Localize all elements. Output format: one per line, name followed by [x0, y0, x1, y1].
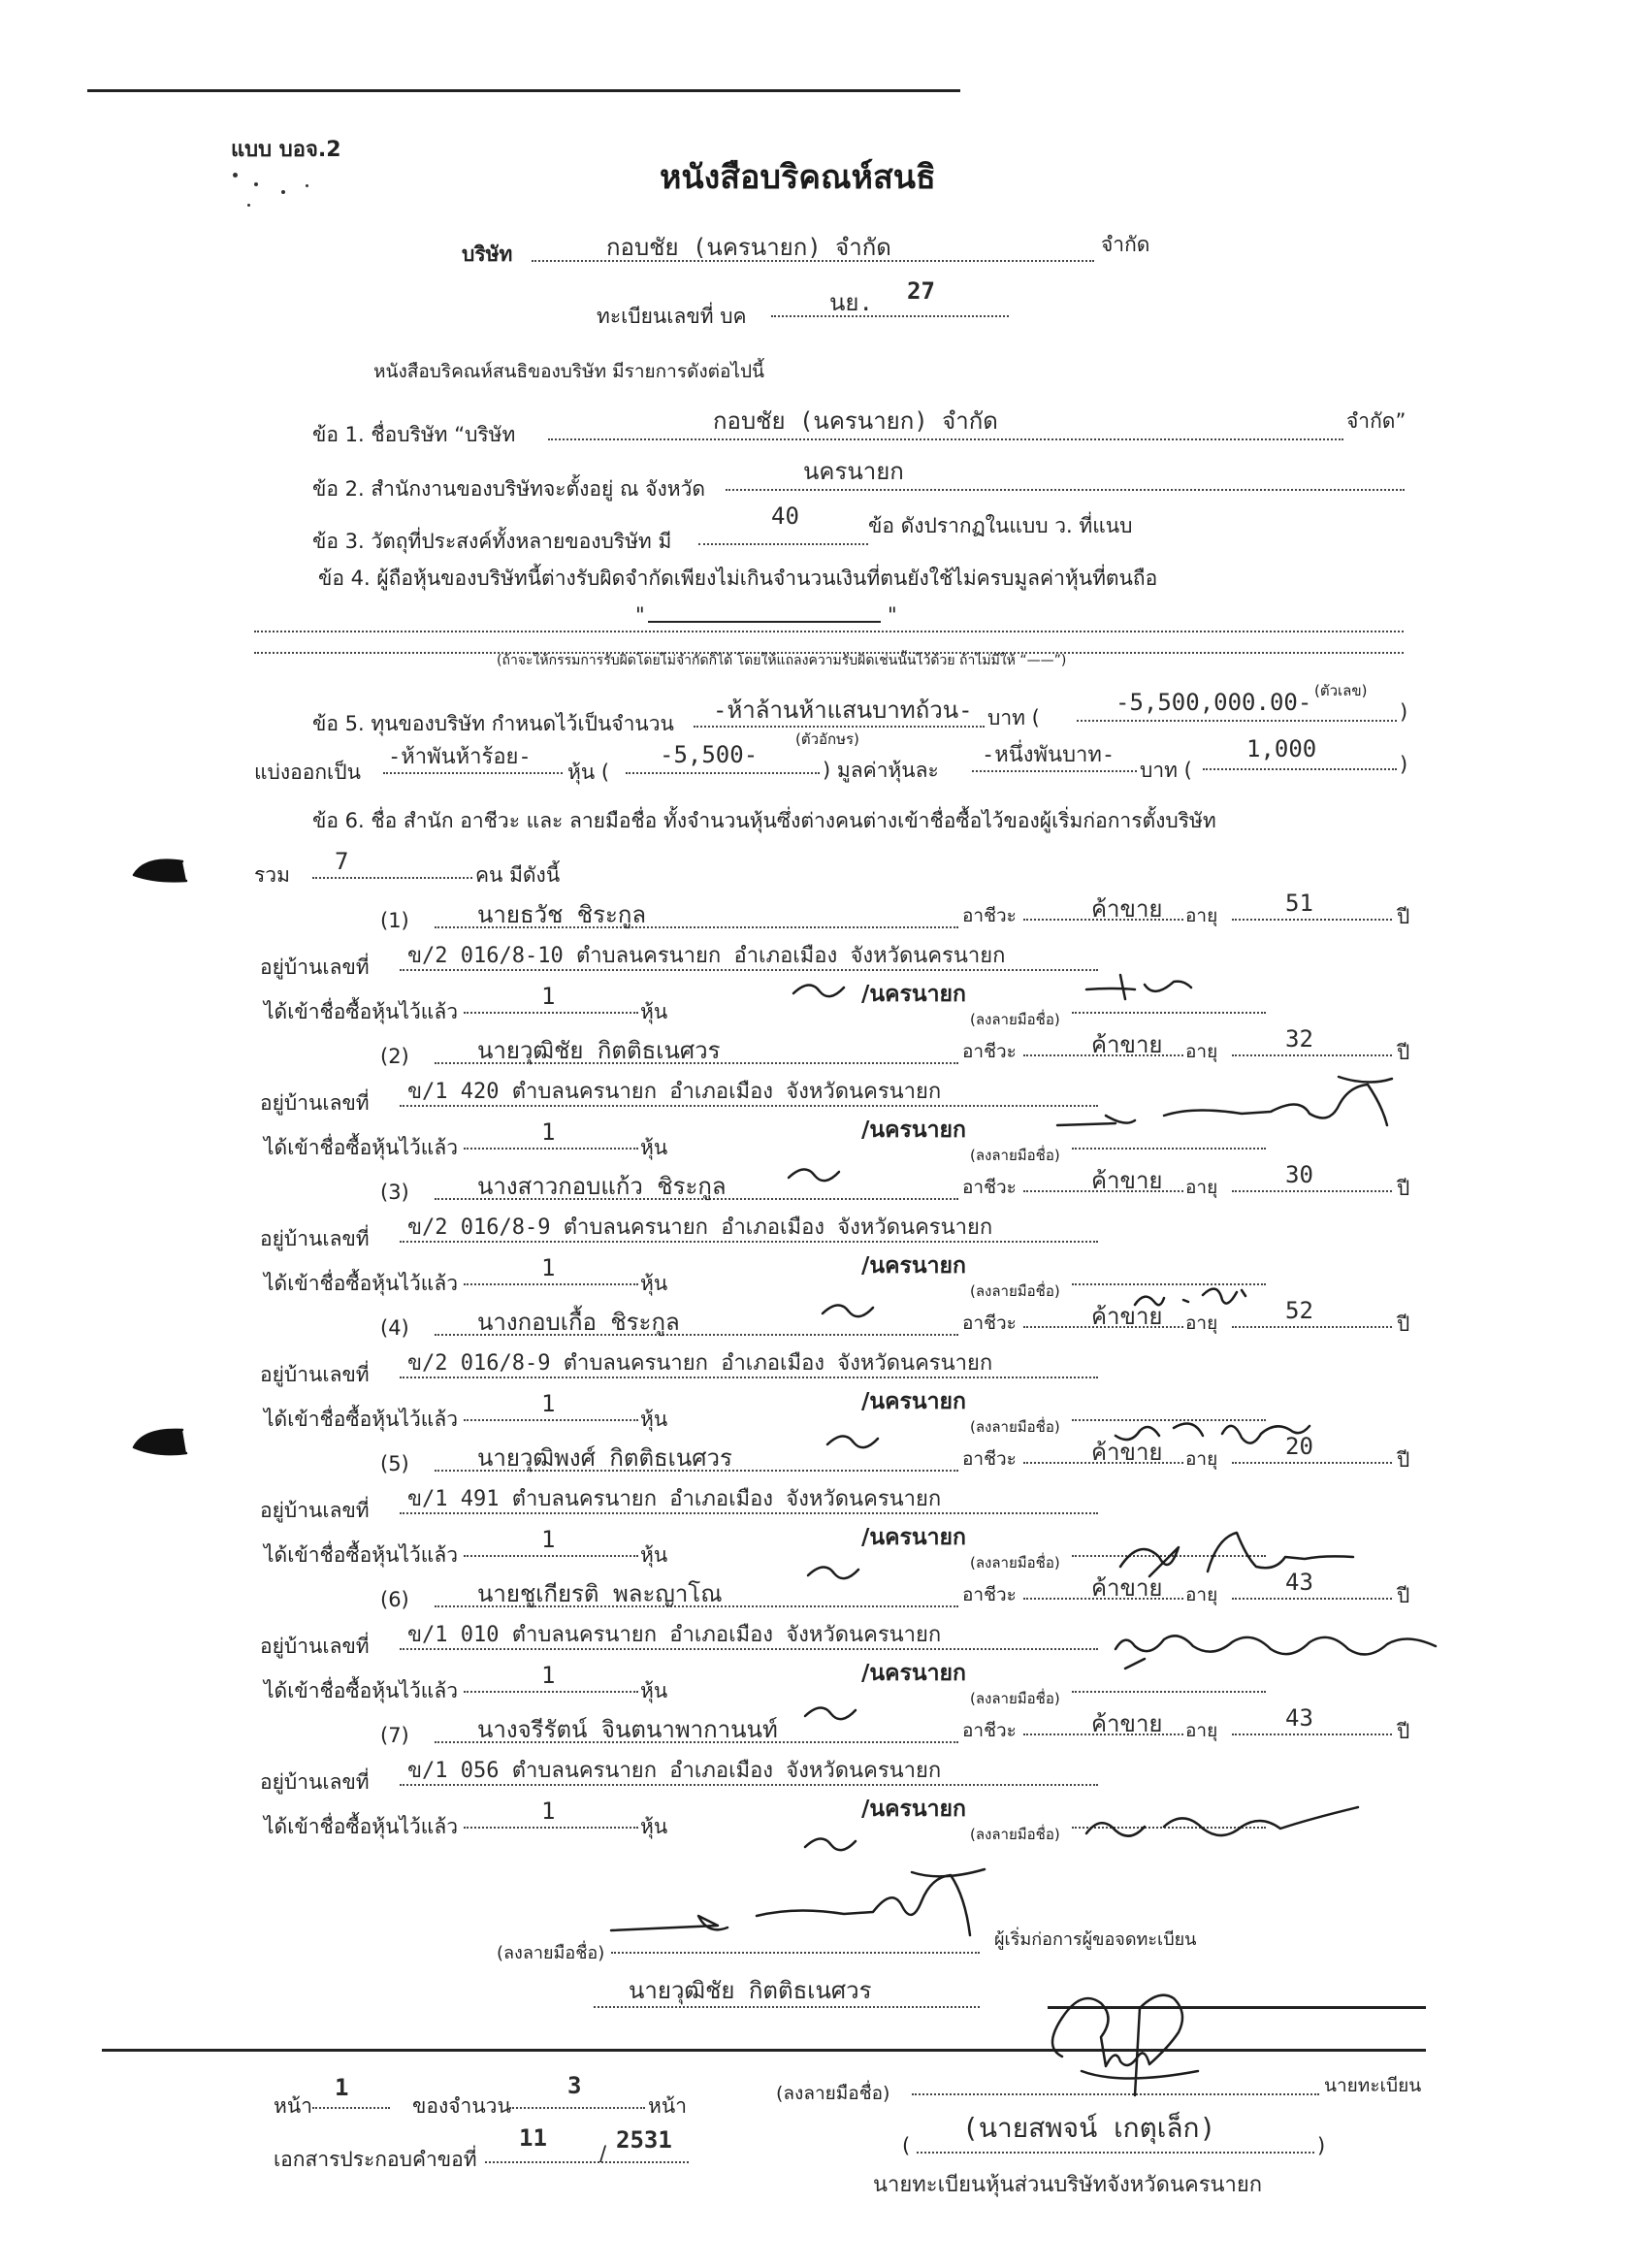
registrar-title: นายทะเบียนหุ้นส่วนบริษัทจังหวัดนครนายก: [873, 2173, 1263, 2197]
city-stamp: /นครนายก: [861, 1797, 966, 1822]
founder-shares: 1: [541, 983, 556, 1010]
house-label: อยู่บ้านเลขที่: [260, 1770, 370, 1794]
divided-label: แบ่งออกเป็น: [254, 761, 361, 784]
founder-number: (4): [380, 1316, 409, 1340]
sign-label: (ลงลายมือชื่อ): [970, 1554, 1060, 1571]
dotted-line: [464, 1555, 638, 1557]
page-total: 3: [567, 2072, 582, 2099]
doc-number: 11: [519, 2124, 547, 2152]
founder-1-signature: [1077, 960, 1271, 1014]
of-label: ของจำนวน: [412, 2094, 511, 2118]
share-unit: หุ้น: [640, 1815, 668, 1838]
dotted-line: [698, 543, 868, 545]
total-label: รวม: [254, 863, 290, 887]
sign-label: (ลงลายมือชื่อ): [970, 1011, 1060, 1028]
city-stamp: /นครนายก: [861, 1389, 966, 1414]
dotted-line: [254, 631, 1404, 632]
occupation-label: อาชีวะ: [962, 1720, 1017, 1741]
dotted-line: [1203, 768, 1397, 770]
founder-age: 32: [1285, 1025, 1313, 1053]
sign-label: (ลงลายมือชื่อ): [970, 1690, 1060, 1707]
total-value: 7: [335, 848, 349, 875]
initials-mark: [786, 970, 854, 1009]
registration-label: ทะเบียนเลขที่ บค: [597, 305, 747, 328]
shares-label: หุ้น (: [567, 761, 610, 784]
applicant-signature: [601, 1867, 1009, 1950]
capital-words: -ห้าล้านห้าแสนบาทถ้วน-: [713, 697, 973, 724]
house-label: อยู่บ้านเลขที่: [260, 1227, 370, 1250]
founder-occupation: ค้าขาย: [1091, 1439, 1163, 1466]
founder-occupation: ค้าขาย: [1091, 1303, 1163, 1330]
applicant-sign-label: (ลงลายมือชื่อ): [497, 1943, 605, 1963]
founder-6-signature: [1106, 1615, 1455, 1673]
clause3-label: ข้อ 3. วัตถุที่ประสงค์ทั้งหลายของบริษัท มี: [312, 530, 672, 553]
city-stamp: /นครนายก: [861, 982, 966, 1007]
initials-mark: [815, 1290, 883, 1329]
founder-number: (7): [380, 1724, 409, 1747]
shares-label: ได้เข้าชื่อซื้อหุ้นไว้แล้ว: [264, 1272, 459, 1295]
founder-address: ข/1 056 ตำบลนครนายก อำเภอเมือง จังหวัดนครนายก: [407, 1759, 942, 1783]
par-baht: บาท (: [1140, 759, 1192, 782]
company-label: บริษัท: [462, 243, 513, 266]
clause2-value: นครนายก: [803, 458, 904, 485]
founder-age: 20: [1285, 1433, 1313, 1460]
year-label: ปี: [1397, 1041, 1410, 1064]
city-stamp: /นครนายก: [861, 1525, 966, 1550]
clause3-value: 40: [771, 502, 799, 530]
occupation-label: อาชีวะ: [962, 905, 1017, 926]
words-note: (ตัวอักษร): [795, 730, 859, 748]
dotted-line: [1232, 1054, 1392, 1056]
clause4-dash: [648, 621, 881, 623]
company-name: กอบชัย (นครนายก) จำกัด: [606, 234, 891, 261]
share-unit: หุ้น: [640, 1136, 668, 1159]
dotted-line: [1232, 1733, 1392, 1735]
doc-year-sep: /: [599, 2142, 607, 2165]
company-suffix: จำกัด: [1101, 233, 1150, 256]
dotted-line: [1232, 1598, 1392, 1600]
city-stamp: /นครนายก: [861, 1118, 966, 1143]
founder-5-signature: [1111, 1518, 1363, 1591]
scan-speck: [247, 204, 250, 207]
age-label: อายุ: [1185, 1720, 1218, 1741]
dotted-line: [1232, 919, 1392, 921]
founder-age: 30: [1285, 1161, 1313, 1188]
clause5-label: ข้อ 5. ทุนของบริษัท กำหนดไว้เป็นจำนวน: [312, 712, 674, 735]
doc-label: เอกสารประกอบคำขอที่: [274, 2148, 477, 2171]
founder-name: นายวุฒิชัย กิตติธเนศวร: [477, 1037, 721, 1064]
par-figures: 1,000: [1246, 735, 1317, 762]
registration-prefix: นย.: [829, 289, 873, 316]
founder-shares: 1: [541, 1390, 556, 1417]
clause1-label: ข้อ 1. ชื่อบริษัท “บริษัท: [312, 423, 516, 446]
page-suffix: หน้า: [648, 2094, 687, 2118]
registrar-open: (: [902, 2134, 911, 2157]
founder-address: ข/1 420 ตำบลนครนายก อำเภอเมือง จังหวัดนครนายก: [407, 1080, 942, 1104]
year-label: ปี: [1397, 1448, 1410, 1472]
punch-hole-mark: [126, 854, 194, 892]
baht-label: บาท (: [987, 706, 1040, 729]
clause6-label: ข้อ 6. ชื่อ สำนัก อาชีวะ และ ลายมือชื่อ ทั้งจำนวนหุ้นซึ่งต่างคนต่างเข้าชื่อซื้อไว้ของผู้เริ่มก่อการตั้งบริษัท: [312, 809, 1216, 832]
shares-label: ได้เข้าชื่อซื้อหุ้นไว้แล้ว: [264, 1000, 459, 1023]
initials-mark: [797, 1824, 865, 1863]
founder-occupation: ค้าขาย: [1091, 1710, 1163, 1737]
clause1-value: กอบชัย (นครนายก) จำกัด: [713, 407, 998, 435]
founder-age: 43: [1285, 1569, 1313, 1596]
dotted-line: [1077, 720, 1397, 722]
occupation-label: อาชีวะ: [962, 1448, 1017, 1470]
founder-number: (2): [380, 1045, 409, 1068]
occupation-label: อาชีวะ: [962, 1584, 1017, 1605]
initials-mark: [797, 1693, 865, 1732]
initials-mark: [820, 1421, 888, 1460]
clause4-label: ข้อ 4. ผู้ถือหุ้นของบริษัทนี้ต่างรับผิดจำกัดเพียงไม่เกินจำนวนเงินที่ตนยังใช้ไม่ครบมูลค่าหุ้นที่ตนถือ: [318, 567, 1158, 590]
close-paren: ): [1400, 700, 1408, 724]
dotted-line: [464, 1148, 638, 1150]
page-title: หนังสือบริคณห์สนธิ: [660, 158, 936, 197]
par-close: ): [1400, 753, 1408, 776]
sign-label: (ลงลายมือชื่อ): [970, 1418, 1060, 1436]
founder-name: นายวุฒิพงศ์ กิตติธเนศวร: [477, 1444, 732, 1472]
dotted-line: [611, 1952, 980, 1954]
shares-label: ได้เข้าชื่อซื้อหุ้นไว้แล้ว: [264, 1815, 459, 1838]
scan-speck: [254, 182, 258, 186]
founder-shares: 1: [541, 1662, 556, 1689]
scan-speck: [306, 184, 308, 187]
dotted-line: [485, 2161, 689, 2163]
shares-label: ได้เข้าชื่อซื้อหุ้นไว้แล้ว: [264, 1136, 459, 1159]
footer-rule: [102, 2049, 1426, 2052]
age-label: อายุ: [1185, 1584, 1218, 1605]
founder-name: นายธวัช ชิระกูล: [477, 901, 647, 928]
founder-occupation: ค้าขาย: [1091, 1031, 1163, 1058]
founder-name: นางกอบเกื้อ ชิระกูล: [477, 1309, 680, 1336]
dotted-line: [464, 1691, 638, 1693]
share-unit: หุ้น: [640, 1543, 668, 1567]
dotted-line: [771, 315, 1009, 317]
house-label: อยู่บ้านเลขที่: [260, 1091, 370, 1115]
occupation-label: อาชีวะ: [962, 1041, 1017, 1062]
dotted-line: [464, 1419, 638, 1421]
founder-age: 51: [1285, 890, 1313, 917]
share-unit: หุ้น: [640, 1272, 668, 1295]
founder-age: 43: [1285, 1704, 1313, 1732]
founder-number: (5): [380, 1452, 409, 1475]
registrar-role: นายทะเบียน: [1324, 2075, 1422, 2096]
sign-label: (ลงลายมือชื่อ): [970, 1282, 1060, 1300]
total-suffix: คน มีดังนี้: [475, 863, 561, 887]
founder-address: ข/1 010 ตำบลนครนายก อำเภอเมือง จังหวัดนครนายก: [407, 1623, 942, 1647]
dotted-line: [464, 1283, 638, 1285]
year-label: ปี: [1397, 1720, 1410, 1743]
dotted-line: [1232, 1326, 1392, 1328]
year-label: ปี: [1397, 1312, 1410, 1336]
age-label: อายุ: [1185, 1448, 1218, 1470]
house-label: อยู่บ้านเลขที่: [260, 1363, 370, 1386]
applicant-name: นายวุฒิชัย กิตติธเนศวร: [629, 1977, 872, 2004]
dotted-line: [509, 2107, 645, 2109]
founder-occupation: ค้าขาย: [1091, 1574, 1163, 1602]
city-stamp: /นครนายก: [861, 1253, 966, 1279]
sign-label: (ลงลายมือชื่อ): [970, 1826, 1060, 1843]
dotted-line: [312, 877, 472, 879]
founder-shares: 1: [541, 1526, 556, 1553]
dotted-line: [312, 2107, 390, 2109]
doc-year: 2531: [616, 2126, 672, 2154]
age-label: อายุ: [1185, 1312, 1218, 1334]
founder-address: ข/1 491 ตำบลนครนายก อำเภอเมือง จังหวัดนครนายก: [407, 1487, 942, 1511]
founder-number: (1): [380, 909, 409, 932]
page-number: 1: [335, 2074, 349, 2101]
initials-mark: [781, 1154, 849, 1193]
year-label: ปี: [1397, 1584, 1410, 1607]
founder-3-signature: [1125, 1271, 1271, 1319]
founder-shares: 1: [541, 1254, 556, 1281]
clause3-suffix: ข้อ ดังปรากฏในแบบ ว. ที่แนบ: [868, 514, 1133, 537]
dotted-line: [464, 1827, 638, 1829]
founder-4-signature: [1106, 1407, 1329, 1460]
founder-name: นางจรีรัตน์ จินตนาพากานนท์: [477, 1716, 778, 1743]
clause1-suffix: จำกัด”: [1346, 409, 1406, 433]
shares-label: ได้เข้าชื่อซื้อหุ้นไว้แล้ว: [264, 1408, 459, 1431]
house-label: อยู่บ้านเลขที่: [260, 956, 370, 979]
founder-shares: 1: [541, 1798, 556, 1825]
share-unit: หุ้น: [640, 1679, 668, 1702]
dotted-line: [1072, 1148, 1266, 1150]
founder-address: ข/2 016/8-10 ตำบลนครนายก อำเภอเมือง จังหวัดนครนายก: [407, 944, 1006, 968]
age-label: อายุ: [1185, 1041, 1218, 1062]
top-rule: [87, 89, 960, 92]
registrar-sign-label: (ลงลายมือชื่อ): [776, 2083, 890, 2104]
shares-label: ได้เข้าชื่อซื้อหุ้นไว้แล้ว: [264, 1679, 459, 1702]
founder-name: นางสาวกอบแก้ว ชิระกูล: [477, 1173, 727, 1200]
shares-label: ได้เข้าชื่อซื้อหุ้นไว้แล้ว: [264, 1543, 459, 1567]
founder-occupation: ค้าขาย: [1091, 895, 1163, 923]
figures-note: (ตัวเลข): [1314, 682, 1368, 699]
registrar-name: (นายสพจน์ เกตุเล็ก): [962, 2112, 1216, 2144]
clause4-quote-open: ": [635, 603, 645, 627]
clause4-note: (ถ้าจะให้กรรมการรับผิดโดยไม่จำกัดก็ได้ โดยให้แถลงความรับผิดเช่นนั้นไว้ด้วย ถ้าไม่มีให้ “——”): [497, 653, 1067, 668]
par-label: ) มูลค่าหุ้นละ: [823, 759, 939, 782]
clause2-label: ข้อ 2. สำนักงานของบริษัทจะตั้งอยู่ ณ จังหวัด: [312, 477, 706, 501]
founder-7-signature: [1077, 1799, 1368, 1853]
founder-address: ข/2 016/8-9 ตำบลนครนายก อำเภอเมือง จังหวัดนครนายก: [407, 1351, 993, 1376]
occupation-label: อาชีวะ: [962, 1312, 1017, 1334]
dotted-line: [594, 2006, 980, 2008]
registrar-close: ): [1317, 2134, 1326, 2157]
registrar-signature: [1023, 1979, 1217, 2124]
share-unit: หุ้น: [640, 1000, 668, 1023]
dotted-line: [1232, 1462, 1392, 1464]
dotted-line: [917, 2152, 1314, 2154]
applicant-role: ผู้เริ่มก่อการผู้ขอจดทะเบียน: [994, 1929, 1197, 1950]
dotted-line: [1232, 1190, 1392, 1192]
page-label: หน้า: [274, 2094, 312, 2118]
founder-address: ข/2 016/8-9 ตำบลนครนายก อำเภอเมือง จังหวัดนครนายก: [407, 1215, 993, 1240]
dotted-line: [1072, 1691, 1266, 1693]
punch-hole-mark: [126, 1424, 194, 1463]
initials-mark: [800, 1552, 868, 1591]
founder-shares: 1: [541, 1118, 556, 1146]
clause4-quote-close: ": [888, 603, 897, 627]
founder-name: นายชูเกียรติ พละญาโณ: [477, 1580, 723, 1607]
founder-age: 52: [1285, 1297, 1313, 1324]
founder-occupation: ค้าขาย: [1091, 1167, 1163, 1194]
share-unit: หุ้น: [640, 1408, 668, 1431]
dotted-line: [464, 1012, 638, 1014]
intro-text: หนังสือบริคณห์สนธิของบริษัท มีรายการดังต่อไปนี้: [373, 361, 765, 382]
founder-number: (3): [380, 1181, 409, 1204]
house-label: อยู่บ้านเลขที่: [260, 1499, 370, 1522]
sign-label: (ลงลายมือชื่อ): [970, 1147, 1060, 1164]
par-words: -หนึ่งพันบาท-: [982, 743, 1116, 767]
occupation-label: อาชีวะ: [962, 1177, 1017, 1198]
dotted-line: [626, 772, 820, 774]
year-label: ปี: [1397, 1177, 1410, 1200]
age-label: อายุ: [1185, 905, 1218, 926]
scan-speck: [233, 173, 238, 178]
city-stamp: /นครนายก: [861, 1661, 966, 1686]
shares-figures: -5,500-: [660, 741, 759, 768]
registration-number: 27: [907, 277, 935, 305]
scan-speck: [281, 190, 285, 194]
capital-figures: -5,500,000.00-: [1116, 689, 1312, 716]
form-code: แบบ บอจ.2: [231, 138, 341, 162]
house-label: อยู่บ้านเลขที่: [260, 1635, 370, 1658]
founder-number: (6): [380, 1588, 409, 1611]
year-label: ปี: [1397, 905, 1410, 928]
shares-words: -ห้าพันห้าร้อย-: [388, 745, 532, 769]
founder-2-signature: [1048, 1067, 1406, 1145]
age-label: อายุ: [1185, 1177, 1218, 1198]
